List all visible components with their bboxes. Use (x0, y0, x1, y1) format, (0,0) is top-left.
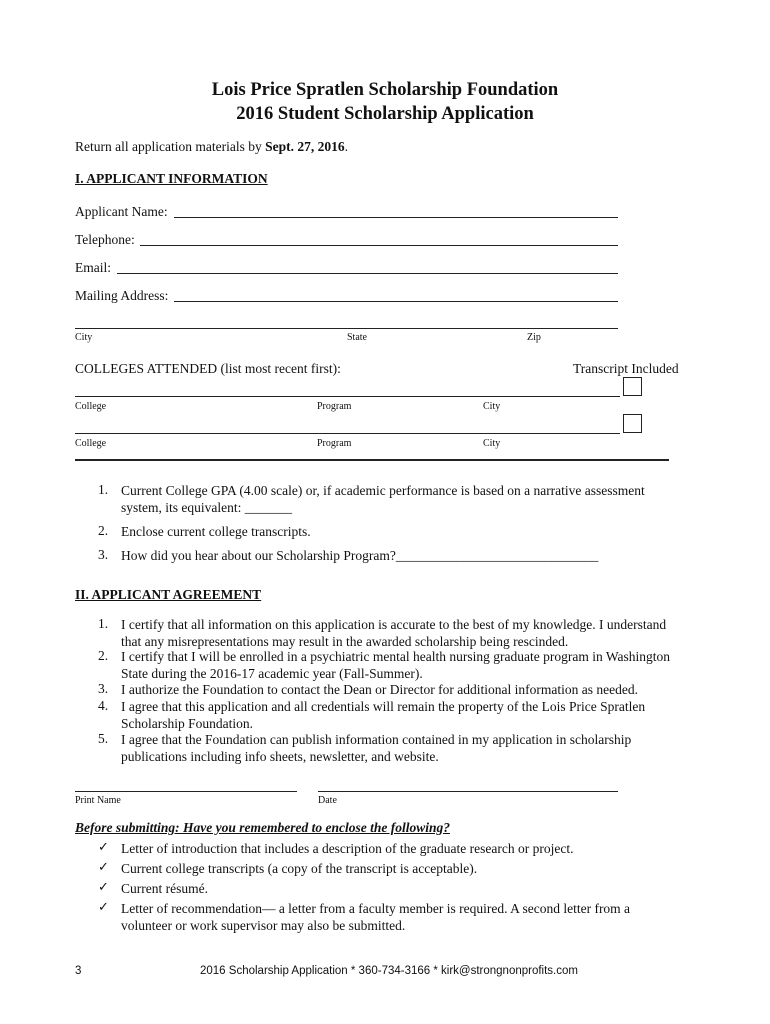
checklist-item: Current college transcripts (a copy of the transcript is acceptable). (121, 861, 478, 876)
state-label: State (347, 332, 367, 343)
return-date: Sept. 27, 2016 (265, 139, 345, 154)
zip-label: Zip (527, 332, 541, 343)
agreement-item (121, 731, 631, 765)
city-state-zip-field[interactable] (75, 328, 618, 329)
form-title-line1: Lois Price Spratlen Scholarship Foundation (211, 80, 559, 100)
agreement-line: I certify that I will be enrolled in a psychiatric mental health nursing graduate program in Washington (121, 649, 670, 664)
email-label: Email: (75, 260, 111, 275)
checklist-line: Letter of recommendation— a letter from a faculty member is required. A second letter from a (121, 901, 631, 916)
telephone-field[interactable] (140, 245, 618, 246)
print-name-field[interactable] (75, 791, 297, 792)
question-number: 1. (98, 482, 109, 497)
applicant-name-label: Applicant Name: (75, 204, 168, 219)
footer-text: 2016 Scholarship Application * 360-734-3166 * kirk@strongnonprofits.com (200, 965, 578, 977)
agreement-item (121, 648, 670, 682)
checklist-line: volunteer or work supervisor may also be submitted. (121, 918, 406, 933)
agreement-number: 2. (98, 648, 109, 663)
agreement-line: I agree that this application and all credentials will remain the property of the Lois Price Spratlen (121, 699, 646, 714)
agreement-line: State during the 2016-17 academic year (Fall-Summer). (121, 666, 423, 681)
checklist-item: Current résumé. (121, 881, 208, 896)
colleges-heading: COLLEGES ATTENDED (list most recent first): (75, 361, 341, 376)
question-gpa (121, 482, 645, 516)
college-city-label-1: City (483, 401, 501, 412)
agreement-item (121, 616, 666, 650)
checkmark-icon: ✓ (98, 860, 109, 875)
question-hear-about: How did you hear about our Scholarship Program?______________________________ (121, 548, 599, 563)
transcript-included-label: Transcript Included (573, 361, 679, 376)
telephone-label: Telephone: (75, 232, 135, 247)
transcript-checkbox-2[interactable] (623, 414, 642, 433)
agreement-line: publications including info sheets, newsletter, and website. (121, 749, 439, 764)
return-period: . (344, 139, 348, 154)
return-text: Return all application materials by (75, 139, 266, 154)
section1-heading: I. APPLICANT INFORMATION (75, 171, 268, 186)
agreement-line: I certify that all information on this application is accurate to the best of my knowledge. I understand (121, 617, 667, 632)
college-label-1: College (75, 401, 107, 412)
agreement-number: 1. (98, 616, 109, 631)
applicant-name-field[interactable] (174, 217, 618, 218)
form-title-line2: 2016 Student Scholarship Application (236, 104, 534, 124)
college-city-label-2: City (483, 438, 501, 449)
agreement-item (121, 698, 645, 732)
checklist-item (121, 900, 630, 934)
print-name-label: Print Name (75, 795, 121, 806)
checkmark-icon: ✓ (98, 880, 109, 895)
date-label: Date (318, 795, 337, 806)
question-number: 2. (98, 523, 109, 538)
program-label-2: Program (317, 438, 352, 449)
agreement-line: Scholarship Foundation. (121, 716, 253, 731)
section2-heading: II. APPLICANT AGREEMENT (75, 587, 262, 602)
section-divider (75, 459, 669, 461)
checklist-item: Letter of introduction that includes a description of the graduate research or project. (121, 841, 574, 856)
college-row-1-field[interactable] (75, 396, 620, 397)
checklist-heading: Before submitting: Have you remembered to enclose the following? (75, 820, 450, 835)
city-label: City (75, 332, 93, 343)
question-line: Current College GPA (4.00 scale) or, if academic performance is based on a narrative assessment (121, 483, 645, 498)
agreement-number: 3. (98, 681, 109, 696)
agreement-line: that any misrepresentations may result in the awarded scholarship being rescinded. (121, 634, 569, 649)
program-label-1: Program (317, 401, 352, 412)
date-field[interactable] (318, 791, 618, 792)
question-number: 3. (98, 547, 109, 562)
agreement-item: I authorize the Foundation to contact the Dean or Director for additional information as needed. (121, 682, 638, 697)
mailing-address-field[interactable] (174, 301, 618, 302)
page-number: 3 (75, 965, 82, 977)
question-transcripts: Enclose current college transcripts. (121, 524, 311, 539)
agreement-number: 4. (98, 698, 109, 713)
transcript-checkbox-1[interactable] (623, 377, 642, 396)
mailing-address-label: Mailing Address: (75, 288, 169, 303)
agreement-number: 5. (98, 731, 109, 746)
college-row-2-field[interactable] (75, 433, 620, 434)
question-line: system, its equivalent: _______ (121, 500, 292, 515)
email-field[interactable] (117, 273, 618, 274)
return-instructions (75, 139, 348, 155)
checkmark-icon: ✓ (98, 900, 109, 915)
college-label-2: College (75, 438, 107, 449)
checkmark-icon: ✓ (98, 840, 109, 855)
agreement-line: I agree that the Foundation can publish information contained in my application in scholarship (121, 732, 632, 747)
